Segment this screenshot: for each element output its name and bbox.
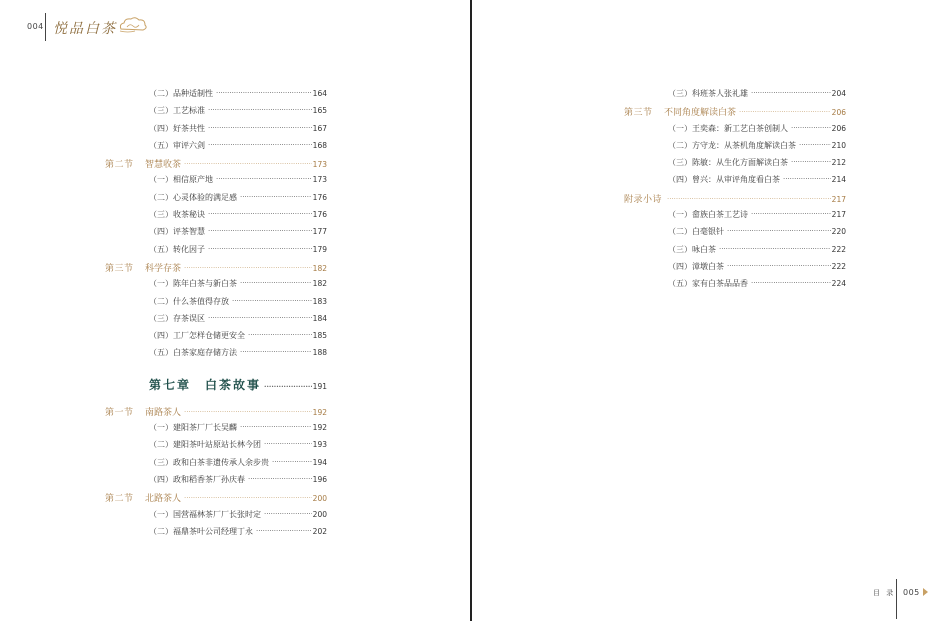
toc-subentry[interactable]	[624, 226, 846, 243]
toc-subentry[interactable]	[105, 509, 327, 526]
toc-subentry[interactable]	[105, 296, 327, 313]
toc-page-number: 224	[831, 279, 846, 289]
toc-page-number: 222	[831, 261, 846, 271]
toc-entry-label: （四）漳墩白茶	[668, 261, 724, 271]
toc-subentry[interactable]	[105, 123, 327, 140]
toc-subentry[interactable]	[105, 526, 327, 543]
toc-page-number: 196	[312, 474, 327, 484]
toc-section-entry[interactable]	[624, 105, 846, 122]
toc-page-number: 210	[831, 140, 846, 150]
toc-entry-label: （五）审评六剑	[149, 140, 205, 150]
table-of-contents-left	[105, 88, 327, 543]
toc-entry-label: （四）好茶共性	[149, 123, 205, 133]
leader-dots	[264, 382, 312, 392]
toc-entry-label: （二）心灵体验的满足感	[149, 192, 237, 202]
footer-page-number: 005	[903, 588, 920, 597]
toc-subentry[interactable]	[105, 88, 327, 105]
toc-page-number: 179	[312, 244, 327, 254]
toc-page-number: 191	[312, 382, 327, 392]
toc-page-number: 192	[312, 407, 327, 417]
toc-subentry[interactable]	[105, 457, 327, 474]
toc-page-number: 192	[312, 423, 327, 433]
toc-subentry[interactable]	[624, 123, 846, 140]
leader-dots	[208, 314, 312, 324]
leader-dots	[667, 195, 831, 205]
toc-subentry[interactable]	[105, 313, 327, 330]
toc-subentry[interactable]	[105, 474, 327, 491]
leader-dots	[264, 510, 312, 520]
toc-subentry[interactable]	[105, 439, 327, 456]
section-number: 第三节	[624, 108, 653, 119]
leader-dots	[791, 124, 831, 134]
section-number: 第一节	[105, 407, 134, 418]
leader-dots	[272, 458, 312, 468]
toc-entry-label: （一）建阳茶厂厂长吴麟	[149, 423, 237, 433]
toc-entry-label: （二）方守龙：从茶机角度解读白茶	[668, 140, 796, 150]
toc-entry-label: （二）白毫银针	[668, 227, 724, 237]
leader-dots	[208, 124, 312, 134]
toc-entry-label: （二）建阳茶叶站原站长林今团	[149, 440, 261, 450]
toc-entry-label: （二）什么茶值得存放	[149, 296, 229, 306]
toc-subentry[interactable]	[105, 330, 327, 347]
toc-entry-label: （二）品种适制性	[149, 89, 213, 98]
toc-entry-label: （五）家有白茶品品香	[668, 279, 748, 289]
chapter-title: 第七章 白茶故事	[149, 378, 262, 393]
section-number: 第二节	[105, 160, 134, 171]
toc-entry-label: （一）国营福林茶厂厂长张时定	[149, 509, 261, 519]
leader-dots	[184, 408, 312, 418]
toc-page-number: 206	[831, 108, 846, 118]
toc-section-entry[interactable]	[105, 405, 327, 422]
toc-subentry[interactable]	[624, 88, 846, 105]
toc-subentry[interactable]	[624, 261, 846, 278]
toc-entry-label: （三）科班茶人张礼雄	[668, 89, 748, 98]
leader-dots	[232, 297, 312, 307]
table-of-contents-right	[624, 88, 846, 296]
toc-page-number: 200	[312, 509, 327, 519]
toc-page-number: 164	[312, 89, 327, 98]
header-book-title: 悦品白茶	[53, 21, 117, 37]
toc-entry-label: （四）政和稻香茶厂孙庆春	[149, 474, 245, 484]
toc-subentry[interactable]	[105, 105, 327, 122]
section-title: 智慧收茶	[145, 160, 182, 171]
toc-subentry[interactable]	[105, 347, 327, 364]
toc-entry-label: （三）存茶误区	[149, 313, 205, 323]
toc-subentry[interactable]	[624, 174, 846, 191]
leader-dots	[264, 440, 312, 450]
leader-dots	[184, 264, 312, 274]
book-spine	[470, 0, 472, 621]
toc-section-entry[interactable]	[105, 491, 327, 508]
leader-dots	[240, 193, 312, 203]
footer-divider	[896, 579, 897, 619]
leader-dots	[719, 245, 831, 255]
header-divider	[45, 13, 46, 41]
toc-page-number: 217	[831, 210, 846, 220]
leader-dots	[184, 494, 312, 504]
leader-dots	[727, 227, 831, 237]
leader-dots	[751, 279, 831, 289]
section-number: 第三节	[105, 263, 134, 274]
toc-entry-label: （五）白茶家庭存储方法	[149, 348, 237, 358]
leader-dots	[739, 108, 831, 118]
footer-label: 目 录	[873, 589, 896, 597]
leader-dots	[248, 331, 312, 341]
leader-dots	[240, 279, 312, 289]
toc-subentry[interactable]	[624, 209, 846, 226]
header-page-number: 004	[27, 22, 44, 31]
leader-dots	[208, 227, 312, 237]
toc-page-number: 214	[831, 175, 846, 185]
toc-page-number: 183	[312, 296, 327, 306]
leader-dots	[256, 527, 312, 537]
toc-page-number: 173	[312, 160, 327, 170]
leader-dots	[208, 106, 312, 116]
toc-page-number: 185	[312, 331, 327, 341]
section-title: 南路茶人	[145, 407, 182, 418]
toc-subentry[interactable]	[105, 226, 327, 243]
section-title: 北路茶人	[145, 494, 182, 505]
toc-chapter-entry[interactable]	[105, 365, 327, 405]
toc-page-number: 188	[312, 348, 327, 358]
leader-dots	[184, 160, 312, 170]
leader-dots	[240, 423, 312, 433]
toc-subentry[interactable]	[624, 140, 846, 157]
toc-page-number: 204	[831, 89, 846, 98]
toc-page-number: 184	[312, 313, 327, 323]
section-number: 附录小诗	[624, 194, 663, 205]
toc-page-number: 193	[312, 440, 327, 450]
cloud-ornament-icon	[118, 16, 148, 34]
toc-page-number: 202	[312, 526, 327, 536]
toc-subentry[interactable]	[105, 422, 327, 439]
toc-page-number: 168	[312, 140, 327, 150]
toc-page-number: 200	[312, 494, 327, 504]
leader-dots	[240, 348, 312, 358]
toc-entry-label: （三）收茶秘诀	[149, 210, 205, 220]
toc-entry-label: （四）曾兴：从审评角度看白茶	[668, 175, 780, 185]
toc-subentry[interactable]	[105, 140, 327, 157]
toc-subentry[interactable]	[105, 278, 327, 295]
section-number: 第二节	[105, 494, 134, 505]
toc-page-number: 182	[312, 263, 327, 273]
toc-entry-label: （一）王奕森：新工艺白茶创制人	[668, 123, 788, 133]
toc-page-number: 212	[831, 158, 846, 168]
toc-page-number: 182	[312, 279, 327, 289]
leader-dots	[751, 210, 831, 220]
toc-page-number: 194	[312, 457, 327, 467]
toc-entry-label: （一）畲族白茶工艺诗	[668, 210, 748, 220]
leader-dots	[751, 89, 831, 99]
leader-dots	[791, 158, 831, 168]
toc-entry-label: （三）工艺标准	[149, 106, 205, 116]
toc-entry-label: （一）陈年白茶与新白茶	[149, 279, 237, 289]
toc-entry-label: （三）陈敏：从生化方面解读白茶	[668, 158, 788, 168]
toc-page-number: 165	[312, 106, 327, 116]
leader-dots	[799, 141, 831, 151]
toc-page-number: 222	[831, 244, 846, 254]
leader-dots	[727, 262, 831, 272]
toc-entry-label: （三）政和白茶非遗传承人余步贵	[149, 457, 269, 467]
leader-dots	[783, 175, 831, 185]
toc-section-entry[interactable]	[105, 261, 327, 278]
toc-page-number: 177	[312, 227, 327, 237]
toc-subentry[interactable]	[105, 174, 327, 191]
toc-subentry[interactable]	[624, 157, 846, 174]
toc-entry-label: （四）评茶智慧	[149, 227, 205, 237]
toc-page-number: 173	[312, 175, 327, 185]
toc-page-number: 176	[312, 210, 327, 220]
toc-page-number: 217	[831, 194, 846, 204]
toc-page-number: 220	[831, 227, 846, 237]
toc-entry-label: （二）福鼎茶叶公司经理丁永	[149, 526, 253, 536]
section-title: 科学存茶	[145, 263, 182, 274]
toc-subentry[interactable]	[105, 209, 327, 226]
toc-subentry[interactable]	[624, 244, 846, 261]
toc-entry-label: （五）转化因子	[149, 244, 205, 254]
toc-section-entry[interactable]	[105, 157, 327, 174]
leader-dots	[208, 210, 312, 220]
toc-subentry[interactable]	[624, 278, 846, 295]
leader-dots	[208, 245, 312, 255]
toc-page-number: 206	[831, 123, 846, 133]
toc-subentry[interactable]	[105, 244, 327, 261]
toc-entry-label: （四）工厂怎样仓储更安全	[149, 331, 245, 341]
toc-entry-label: （三）咏白茶	[668, 244, 716, 254]
leader-dots	[216, 89, 312, 99]
right-page	[473, 0, 946, 621]
toc-section-entry[interactable]	[624, 192, 846, 209]
toc-entry-label: （一）相信原产地	[149, 175, 213, 185]
leader-dots	[208, 141, 312, 151]
toc-subentry[interactable]	[105, 192, 327, 209]
section-title: 不同角度解读白茶	[664, 108, 737, 119]
toc-page-number: 167	[312, 123, 327, 133]
next-page-arrow-icon	[923, 588, 928, 596]
leader-dots	[216, 175, 312, 185]
toc-page-number: 176	[312, 192, 327, 202]
leader-dots	[248, 475, 312, 485]
left-page	[0, 0, 470, 621]
